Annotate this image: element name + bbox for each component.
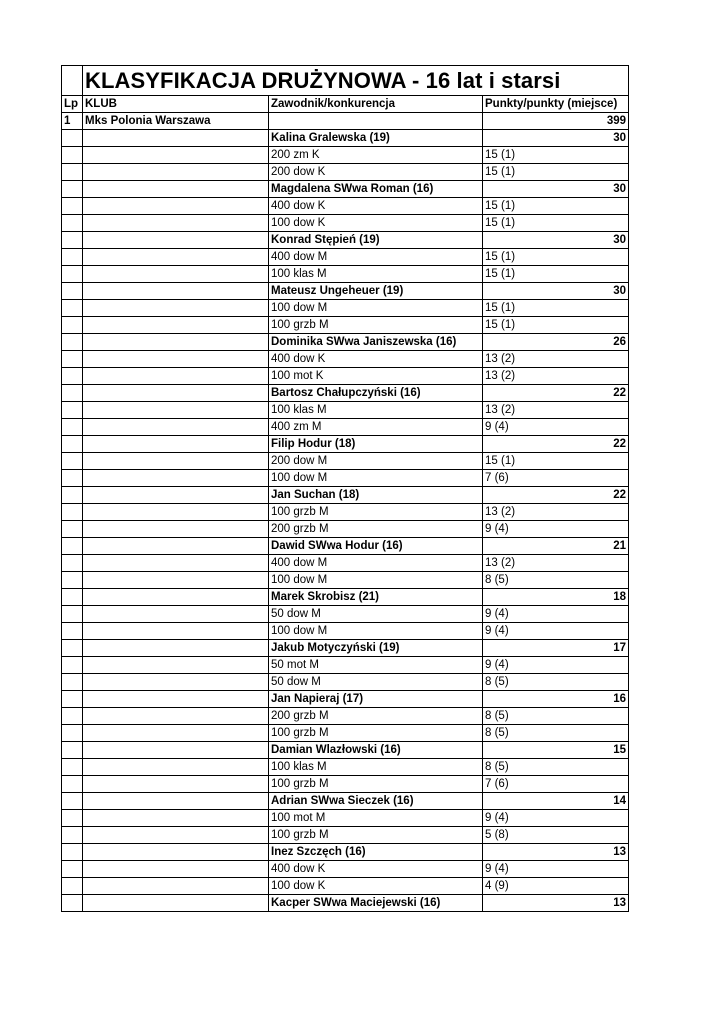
athlete-total: 30: [483, 283, 629, 300]
club-cell: [83, 317, 269, 334]
lp-cell: [62, 623, 83, 640]
club-cell: [83, 691, 269, 708]
team-classification-table: [61, 65, 629, 912]
club-cell: [83, 895, 269, 912]
club-cell: [83, 351, 269, 368]
athlete-name: Kacper SWwa Maciejewski (16): [269, 895, 483, 912]
athlete-name: Kalina Gralewska (19): [269, 130, 483, 147]
lp-cell: [62, 487, 83, 504]
event-result: 15 (1): [483, 453, 629, 470]
lp-cell: [62, 708, 83, 725]
club-cell: [83, 470, 269, 487]
lp-cell: [62, 334, 83, 351]
lp-cell: [62, 827, 83, 844]
club-name: Mks Polonia Warszawa: [83, 113, 269, 130]
club-cell: [83, 453, 269, 470]
athlete-row: [62, 589, 629, 606]
club-cell: [83, 861, 269, 878]
event-row: [62, 453, 629, 470]
event-result: 7 (6): [483, 776, 629, 793]
event-result: 5 (8): [483, 827, 629, 844]
event-name: 50 dow M: [269, 674, 483, 691]
event-name: 100 klas M: [269, 759, 483, 776]
event-result: 15 (1): [483, 215, 629, 232]
event-name: 100 dow M: [269, 470, 483, 487]
club-cell: [83, 334, 269, 351]
event-result: 15 (1): [483, 266, 629, 283]
event-row: [62, 164, 629, 181]
event-name: 100 mot M: [269, 810, 483, 827]
athlete-name: Konrad Stępień (19): [269, 232, 483, 249]
club-cell: [83, 708, 269, 725]
lp-cell: [62, 504, 83, 521]
lp-cell: [62, 266, 83, 283]
event-name: 200 grzb M: [269, 708, 483, 725]
athlete-row: [62, 538, 629, 555]
lp-cell: [62, 215, 83, 232]
club-cell: [83, 759, 269, 776]
club-total: 399: [483, 113, 629, 130]
athlete-row: [62, 793, 629, 810]
event-name: 100 dow K: [269, 215, 483, 232]
event-row: [62, 708, 629, 725]
club-cell: [83, 538, 269, 555]
event-result: 9 (4): [483, 521, 629, 538]
athlete-row: [62, 640, 629, 657]
event-name: 100 dow K: [269, 878, 483, 895]
athlete-name: Dawid SWwa Hodur (16): [269, 538, 483, 555]
athlete-total: 30: [483, 181, 629, 198]
event-row: [62, 249, 629, 266]
event-name: 400 dow M: [269, 555, 483, 572]
club-cell: [83, 300, 269, 317]
athlete-row: [62, 691, 629, 708]
athlete-total: 18: [483, 589, 629, 606]
event-name: 100 klas M: [269, 266, 483, 283]
lp-cell: [62, 538, 83, 555]
club-cell: [83, 232, 269, 249]
lp-cell: [62, 878, 83, 895]
athlete-total: 22: [483, 385, 629, 402]
event-row: [62, 606, 629, 623]
event-row: [62, 317, 629, 334]
club-cell: [83, 249, 269, 266]
athlete-total: 17: [483, 640, 629, 657]
event-row: [62, 266, 629, 283]
athlete-name: Dominika SWwa Janiszewska (16): [269, 334, 483, 351]
lp-cell: [62, 725, 83, 742]
athlete-name: Jan Napieraj (17): [269, 691, 483, 708]
event-name: 400 dow M: [269, 249, 483, 266]
event-row: [62, 776, 629, 793]
event-name: 100 grzb M: [269, 776, 483, 793]
athlete-name: Filip Hodur (18): [269, 436, 483, 453]
lp-cell: [62, 164, 83, 181]
lp-cell: [62, 742, 83, 759]
athlete-name: Damian Wlazłowski (16): [269, 742, 483, 759]
athlete-row: [62, 334, 629, 351]
event-result: 8 (5): [483, 759, 629, 776]
event-name: 100 dow M: [269, 623, 483, 640]
athlete-name: Mateusz Ungeheuer (19): [269, 283, 483, 300]
lp-cell: [62, 844, 83, 861]
lp-cell: [62, 657, 83, 674]
lp-cell: [62, 317, 83, 334]
event-result: 8 (5): [483, 708, 629, 725]
athlete-total: 26: [483, 334, 629, 351]
event-result: 13 (2): [483, 555, 629, 572]
athlete-row: [62, 895, 629, 912]
athlete-row: [62, 385, 629, 402]
lp-cell: [62, 249, 83, 266]
event-name: 400 dow K: [269, 861, 483, 878]
header-lp: Lp: [62, 96, 83, 113]
club-cell: [83, 419, 269, 436]
event-result: 7 (6): [483, 470, 629, 487]
club-cell: [83, 793, 269, 810]
athlete-row: [62, 742, 629, 759]
club-cell: [83, 385, 269, 402]
club-cell: [83, 844, 269, 861]
event-name: 200 zm K: [269, 147, 483, 164]
event-result: 15 (1): [483, 164, 629, 181]
club-cell: [83, 674, 269, 691]
club-cell: [83, 266, 269, 283]
athlete-total: 30: [483, 232, 629, 249]
lp-cell: [62, 674, 83, 691]
lp-cell: [62, 759, 83, 776]
table-body: [62, 66, 629, 912]
event-name: 200 dow K: [269, 164, 483, 181]
page-title: [83, 66, 629, 96]
event-row: [62, 878, 629, 895]
title-blank-cell: [62, 66, 83, 96]
event-name: 100 dow M: [269, 300, 483, 317]
event-result: 9 (4): [483, 861, 629, 878]
lp-cell: [62, 283, 83, 300]
event-row: [62, 623, 629, 640]
event-row: [62, 147, 629, 164]
lp-cell: [62, 385, 83, 402]
athlete-total: 21: [483, 538, 629, 555]
lp-cell: [62, 521, 83, 538]
event-row: [62, 759, 629, 776]
club-cell: [83, 198, 269, 215]
club-cell: [83, 164, 269, 181]
event-row: [62, 810, 629, 827]
event-name: 200 grzb M: [269, 521, 483, 538]
club-cell: [83, 776, 269, 793]
event-name: 100 grzb M: [269, 504, 483, 521]
club-cell: [83, 572, 269, 589]
athlete-row: [62, 232, 629, 249]
event-result: 4 (9): [483, 878, 629, 895]
athlete-row: [62, 844, 629, 861]
club-cell: [83, 215, 269, 232]
club-lp: 1: [62, 113, 83, 130]
event-row: [62, 402, 629, 419]
club-cell: [83, 606, 269, 623]
lp-cell: [62, 861, 83, 878]
event-row: [62, 521, 629, 538]
lp-cell: [62, 470, 83, 487]
event-name: 400 dow K: [269, 198, 483, 215]
event-row: [62, 504, 629, 521]
event-result: 9 (4): [483, 657, 629, 674]
lp-cell: [62, 402, 83, 419]
club-cell: [83, 368, 269, 385]
lp-cell: [62, 606, 83, 623]
event-name: 50 dow M: [269, 606, 483, 623]
lp-cell: [62, 181, 83, 198]
event-row: [62, 351, 629, 368]
club-cell: [83, 623, 269, 640]
athlete-total: 16: [483, 691, 629, 708]
athlete-name: Magdalena SWwa Roman (16): [269, 181, 483, 198]
club-cell: [83, 657, 269, 674]
lp-cell: [62, 453, 83, 470]
club-cell: [83, 283, 269, 300]
event-row: [62, 470, 629, 487]
club-cell: [83, 147, 269, 164]
event-name: 100 grzb M: [269, 827, 483, 844]
athlete-name: Inez Szczęch (16): [269, 844, 483, 861]
lp-cell: [62, 640, 83, 657]
club-cell: [83, 827, 269, 844]
club-cell: [83, 589, 269, 606]
event-name: 100 mot K: [269, 368, 483, 385]
club-cell: [83, 504, 269, 521]
event-result: 9 (4): [483, 606, 629, 623]
event-result: 8 (5): [483, 572, 629, 589]
lp-cell: [62, 436, 83, 453]
event-name: 100 klas M: [269, 402, 483, 419]
athlete-total: 15: [483, 742, 629, 759]
athlete-total: 14: [483, 793, 629, 810]
club-athlete-cell: [269, 113, 483, 130]
athlete-name: Jakub Motyczyński (19): [269, 640, 483, 657]
club-row: [62, 113, 629, 130]
event-row: [62, 419, 629, 436]
athlete-row: [62, 130, 629, 147]
athlete-row: [62, 283, 629, 300]
athlete-name: Adrian SWwa Sieczek (16): [269, 793, 483, 810]
event-row: [62, 827, 629, 844]
event-result: 13 (2): [483, 368, 629, 385]
event-result: 15 (1): [483, 317, 629, 334]
lp-cell: [62, 368, 83, 385]
page-title-text: KLASYFIKACJA DRUŻYNOWA - 16 lat i starsi: [85, 67, 561, 93]
header-points: Punkty/punkty (miejsce): [483, 96, 629, 113]
lp-cell: [62, 572, 83, 589]
event-result: 15 (1): [483, 249, 629, 266]
event-result: 9 (4): [483, 810, 629, 827]
event-name: 100 grzb M: [269, 725, 483, 742]
event-result: 13 (2): [483, 504, 629, 521]
event-result: 8 (5): [483, 674, 629, 691]
event-row: [62, 725, 629, 742]
club-cell: [83, 725, 269, 742]
lp-cell: [62, 130, 83, 147]
athlete-name: Marek Skrobisz (21): [269, 589, 483, 606]
lp-cell: [62, 232, 83, 249]
lp-cell: [62, 895, 83, 912]
athlete-row: [62, 181, 629, 198]
club-cell: [83, 181, 269, 198]
event-name: 400 zm M: [269, 419, 483, 436]
event-row: [62, 555, 629, 572]
lp-cell: [62, 419, 83, 436]
club-cell: [83, 487, 269, 504]
club-cell: [83, 402, 269, 419]
event-name: 100 dow M: [269, 572, 483, 589]
lp-cell: [62, 810, 83, 827]
lp-cell: [62, 793, 83, 810]
event-name: 100 grzb M: [269, 317, 483, 334]
event-result: 13 (2): [483, 402, 629, 419]
event-name: 200 dow M: [269, 453, 483, 470]
header-athlete: Zawodnik/konkurencja: [269, 96, 483, 113]
event-result: 9 (4): [483, 623, 629, 640]
event-row: [62, 861, 629, 878]
event-name: 400 dow K: [269, 351, 483, 368]
event-row: [62, 215, 629, 232]
athlete-total: 22: [483, 436, 629, 453]
athlete-row: [62, 436, 629, 453]
event-result: 15 (1): [483, 147, 629, 164]
lp-cell: [62, 147, 83, 164]
club-cell: [83, 640, 269, 657]
club-cell: [83, 742, 269, 759]
event-row: [62, 572, 629, 589]
club-cell: [83, 878, 269, 895]
athlete-row: [62, 487, 629, 504]
event-row: [62, 368, 629, 385]
club-cell: [83, 521, 269, 538]
title-row: [62, 66, 629, 96]
lp-cell: [62, 351, 83, 368]
athlete-total: 13: [483, 895, 629, 912]
event-result: 15 (1): [483, 300, 629, 317]
event-result: 9 (4): [483, 419, 629, 436]
event-name: 50 mot M: [269, 657, 483, 674]
header-row: [62, 96, 629, 113]
event-row: [62, 300, 629, 317]
club-cell: [83, 810, 269, 827]
event-row: [62, 674, 629, 691]
event-row: [62, 198, 629, 215]
event-result: 13 (2): [483, 351, 629, 368]
club-cell: [83, 130, 269, 147]
club-cell: [83, 555, 269, 572]
lp-cell: [62, 300, 83, 317]
athlete-total: 22: [483, 487, 629, 504]
event-row: [62, 657, 629, 674]
club-cell: [83, 436, 269, 453]
athlete-total: 30: [483, 130, 629, 147]
athlete-name: Bartosz Chałupczyński (16): [269, 385, 483, 402]
lp-cell: [62, 198, 83, 215]
event-result: 15 (1): [483, 198, 629, 215]
event-result: 8 (5): [483, 725, 629, 742]
lp-cell: [62, 589, 83, 606]
header-club: KLUB: [83, 96, 269, 113]
athlete-name: Jan Suchan (18): [269, 487, 483, 504]
lp-cell: [62, 691, 83, 708]
athlete-total: 13: [483, 844, 629, 861]
lp-cell: [62, 776, 83, 793]
lp-cell: [62, 555, 83, 572]
